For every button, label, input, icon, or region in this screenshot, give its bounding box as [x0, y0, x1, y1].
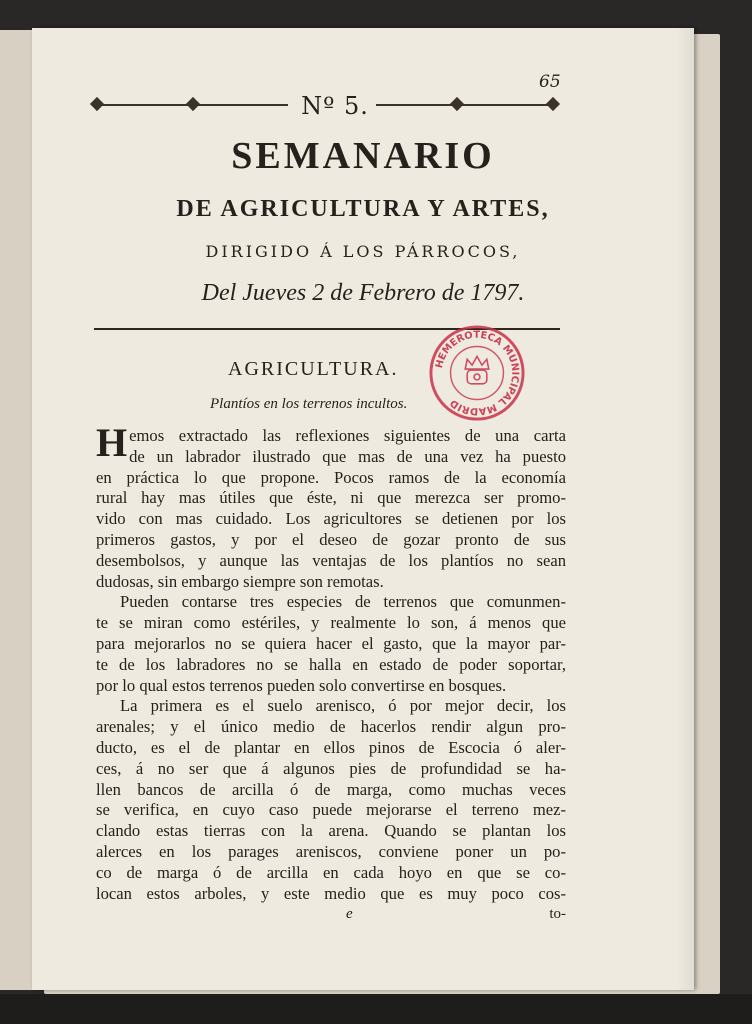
body-line: alerces en los parages areniscos, conviene poner un po- — [96, 841, 566, 861]
stamp-inner-ring — [451, 347, 504, 400]
body-line: llen bancos de arcilla ó de marga, como muchas veces — [96, 779, 566, 799]
body-line: en práctica lo que propone. Pocos ramos de la economía — [96, 467, 566, 487]
ornament-diamond — [450, 97, 464, 111]
page-footer — [96, 906, 566, 930]
body-line: clando estas tierras con la arena. Quando se plantan los — [96, 821, 566, 841]
body-line: co de marga ó de arcilla en cada hoyo en que se co- — [96, 862, 566, 882]
issue-number-row — [92, 92, 562, 118]
article-body — [96, 420, 566, 904]
signature-mark: e — [346, 906, 353, 922]
body-line: para mejorarlos no se quiera hacer el gasto, que la mayor par- — [96, 633, 566, 653]
stamp-text: HEMEROTECA MUNICIPAL MADRID — [433, 329, 521, 417]
ornament-diamond — [90, 97, 104, 111]
body-line: desembolsos, y aunque las ventajas de los plantíos no sean — [96, 550, 566, 570]
drop-cap: H — [96, 420, 128, 465]
body-line: La primera es el suelo arenisco, ó por mejor decir, los — [120, 696, 566, 716]
crown-icon — [465, 356, 489, 383]
body-line: por lo qual estos terrenos pueden solo convertirse en bosques. — [96, 675, 507, 695]
ornament-diamond — [186, 97, 200, 111]
body-line: locan estos arboles, y este medio que es muy poco cos- — [96, 883, 566, 903]
section-heading: AGRICULTURA. — [228, 358, 399, 380]
page-number: 65 — [539, 72, 561, 92]
body-line: primeros gastos, y por el deseo de gozar pronto de sus — [96, 529, 566, 549]
body-line: ducto, es el de plantar en ellos pinos de Escocia ó aler- — [96, 737, 566, 757]
body-line: ces, á no ser que á algunos pies de profundidad se ha- — [96, 758, 566, 778]
body-line: te de los labradores no se halla en estado de poder soportar, — [96, 654, 566, 674]
issue-date: Del Jueves 2 de Febrero de 1797. — [201, 280, 525, 306]
body-line: Pueden contarse tres especies de terrenos que comunmen- — [120, 592, 566, 612]
section-subheading: Plantíos en los terrenos incultos. — [210, 396, 408, 412]
scan-background-bottom — [0, 994, 752, 1024]
body-line: se verifica, en cuyo caso puede mejorarse el terreno mez- — [96, 800, 566, 820]
body-line: te se miran como estériles, y realmente lo son, á menos que — [96, 613, 566, 633]
body-line: dudosas, sin embargo siempre son remotas. — [96, 571, 384, 591]
body-line: rural hay mas útiles que éste, ni que merezca ser promo- — [96, 488, 566, 508]
body-line-text: emos extractado las reflexiones siguientes de una carta — [129, 426, 566, 445]
body-line: arenales; y el único medio de hacerlos rendir algun pro- — [96, 717, 566, 737]
library-stamp — [428, 324, 526, 422]
publication-title: SEMANARIO — [231, 135, 495, 177]
publication-subtitle: DE AGRICULTURA Y ARTES, — [176, 196, 550, 222]
publication-audience: DIRIGIDO Á LOS PÁRROCOS, — [205, 242, 521, 261]
body-line: de un labrador ilustrado que mas de una vez ha puesto — [129, 446, 566, 466]
ornament-diamond — [546, 97, 560, 111]
document-page — [32, 28, 694, 990]
body-line: vido con mas cuidado. Los agricultores se detienen por los — [96, 509, 566, 529]
ornament-rule-right — [376, 104, 552, 106]
stamp-outer-ring — [431, 327, 523, 419]
catchword: to- — [549, 906, 566, 922]
issue-number: Nº 5. — [301, 92, 369, 120]
